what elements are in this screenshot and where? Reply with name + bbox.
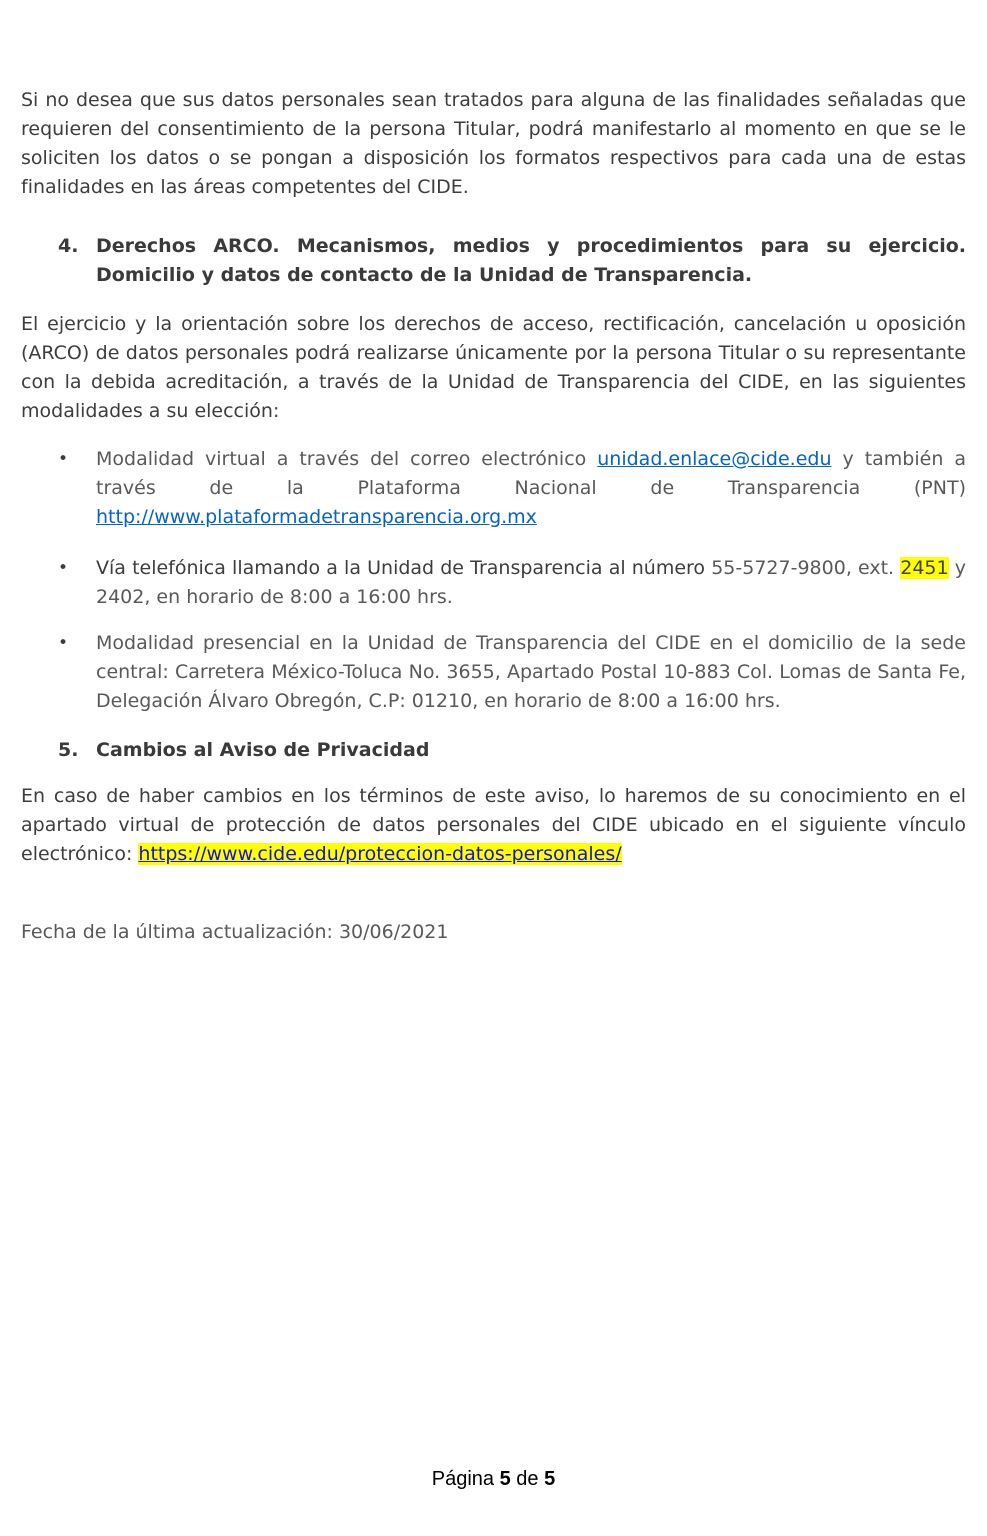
para3-text-before: En caso de haber cambios en los términos de este aviso, lo haremos de su conocimiento en el apartado virtual de protección de datos personales del CIDE ubicado en el siguiente vínculo electrónico: [21,785,966,865]
section-heading-5 [21,736,966,765]
last-update-date: Fecha de la última actualización: 30/06/2021 [21,921,449,943]
section-title-arco-rights: Derechos ARCO. Mecanismos, medios y procedimientos para su ejercicio. Domicilio y datos de contacto de la Unidad de Transparencia. [96,235,966,286]
section-number: 4. [58,235,79,257]
section-title-privacy-changes: Cambios al Aviso de Privacidad [96,739,430,761]
footer-current-page: 5 [499,1468,511,1490]
bullet-marker: • [58,558,69,578]
bullet-marker: • [58,633,69,653]
bullet1-text-before: Modalidad virtual a través del correo electrónico [96,448,598,470]
paragraph-arco-exercise: El ejercicio y la orientación sobre los derechos de acceso, rectificación, cancelación u oposición (ARCO) de datos personales podrá realizarse únicamente por la persona Titular o su representante con la debida acreditación, a través de la Unidad de Transparencia del CIDE, en las siguientes modalidades a su elección: [21,313,966,422]
email-link[interactable]: unidad.enlace@cide.edu [597,448,832,470]
bullet2-text-dark: Vía telefónica llamando a la Unidad de Transparencia al número [96,557,712,579]
list-item-phone-mode [21,554,966,612]
bullet2-text-after: y 2402, en horario de 8:00 a 16:00 hrs. [96,557,966,608]
footer-total-pages: 5 [544,1468,556,1490]
footer-word-of: de [516,1468,539,1490]
paragraph-privacy-changes [21,782,966,869]
highlighted-extension: 2451 [900,557,949,579]
section-number: 5. [58,739,79,761]
paragraph-consent-refusal: Si no desea que sus datos personales sean tratados para alguna de las finalidades señaladas que requieren del consentimiento de la persona Titular, podrá manifestarlo al momento en que se le soliciten los datos o se pongan a disposición los formatos respectivos para cada una de estas finalidades en las áreas competentes del CIDE. [21,89,966,198]
list-item-virtual-mode [21,445,966,532]
list-item-inperson-mode [21,629,966,716]
section-heading-4 [21,232,966,290]
list-item-text: Modalidad presencial en la Unidad de Transparencia del CIDE en el domicilio de la sede central: Carretera México-Toluca No. 3655, Apartado Postal 10-883 Col. Lomas de Santa Fe, Delegación Álvaro Obregón, C.P: 01210, en horario de 8:00 a 16:00 hrs. [96,632,966,712]
bullet1-text-middle: y también a través de la Plataforma Nacional de Transparencia (PNT) [96,448,966,499]
footer-word-page: Página [431,1468,495,1490]
list-item-text [96,445,966,532]
bullet-marker: • [58,449,69,469]
list-item-text [96,554,966,612]
phone-number: 55-5727-9800, ext. [711,557,901,579]
page-number-footer [0,1468,987,1491]
document-body [21,86,966,947]
privacy-page-link[interactable]: https://www.cide.edu/proteccion-datos-personales/ [138,843,622,865]
pnt-url-link[interactable]: http://www.plataformadetransparencia.org.mx [96,506,537,528]
